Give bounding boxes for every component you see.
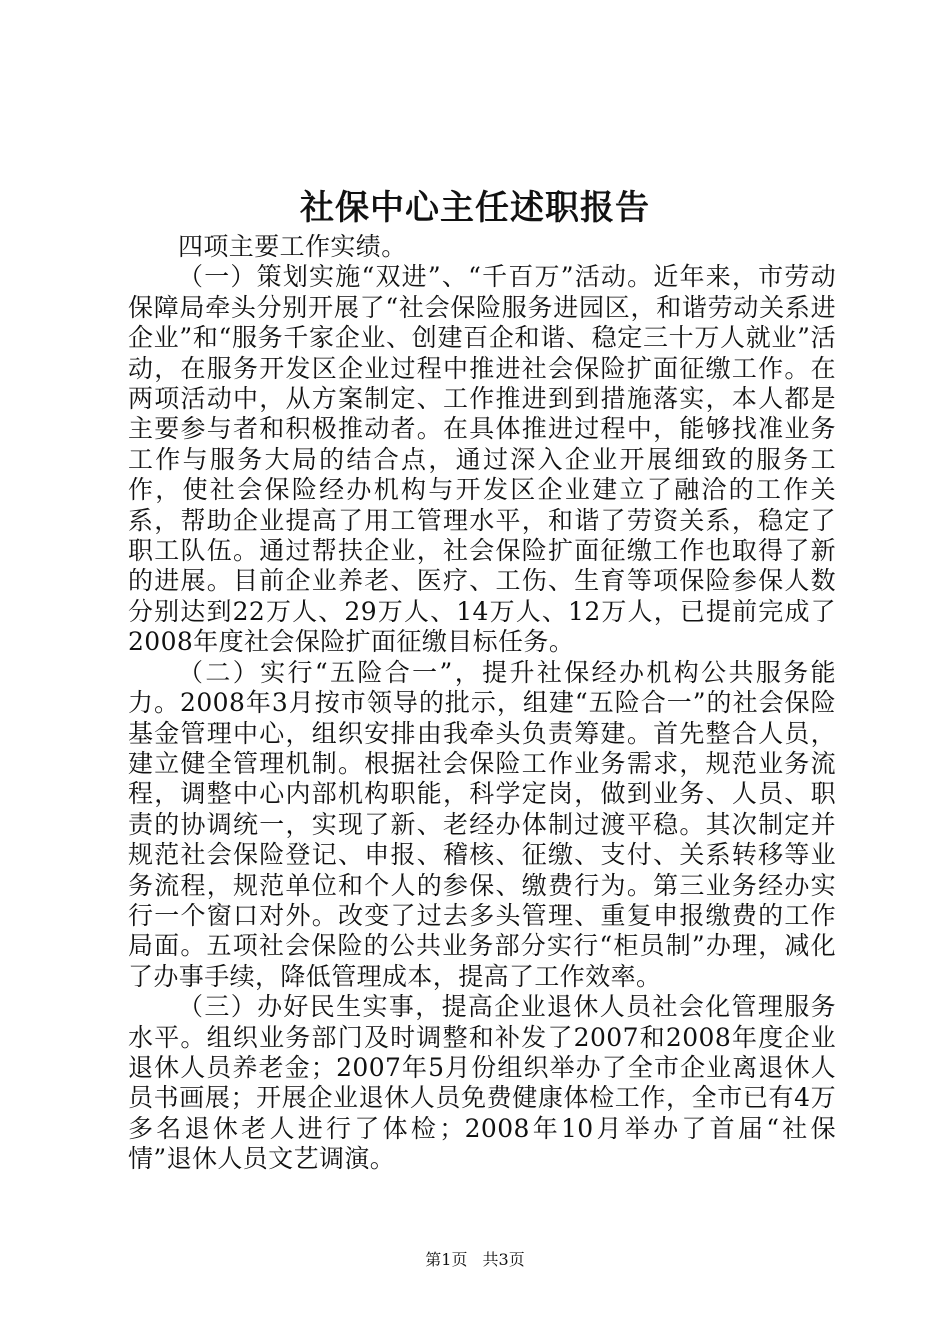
- page-number: 第1页: [425, 1250, 468, 1269]
- paragraph-section-1: （一）策划实施“双进”、“千百万”活动。近年来，市劳动保障局牵头分别开展了“社会保险服务进园区，和谐劳动关系进企业”和“服务千家企业、创建百企和谐、稳定三十万人就业”活动，在服务开发区企业过程中推进社会保险扩面征缴工作。在两项活动中，从方案制定、工作推进到到措施落实，本人都是主要参与者和积极推动者。在具体推进过程中，能够找准业务工作与服务大局的结合点，通过深入企业开展细致的服务工作，使社会保险经办机构与开发区企业建立了融洽的工作关系，帮助企业提高了用工管理水平，和谐了劳资关系，稳定了职工队伍。通过帮扶企业，社会保险扩面征缴工作也取得了新的进展。目前企业养老、医疗、工伤、生育等项保险参保人数分别达到22万人、29万人、14万人、12万人，已提前完成了2008年度社会保险扩面征缴目标任务。: [128, 262, 836, 657]
- paragraph-section-2: （二）实行“五险合一”，提升社保经办机构公共服务能力。2008年3月按市领导的批示，组建“五险合一”的社会保险基金管理中心，组织安排由我牵头负责筹建。首先整合人员，建立健全管理机制。根据社会保险工作业务需求，规范业务流程，调整中心内部机构职能，科学定岗，做到业务、人员、职责的协调统一，实现了新、老经办体制过渡平稳。其次制定并规范社会保险登记、申报、稽核、征缴、支付、关系转移等业务流程，规范单位和个人的参保、缴费行为。第三业务经办实行一个窗口对外。改变了过去多头管理、重复申报缴费的工作局面。五项社会保险的公共业务部分实行“柜员制”办理，减化了办事手续，降低管理成本，提高了工作效率。: [128, 657, 836, 991]
- page-title: 社保中心主任述职报告: [300, 188, 650, 228]
- page-footer: [0, 1250, 950, 1270]
- document-body: [128, 232, 836, 1175]
- paragraph-section-3: （三）办好民生实事，提高企业退休人员社会化管理服务水平。组织业务部门及时调整和补发了2007和2008年度企业退休人员养老金；2007年5月份组织举办了全市企业离退休人员书画展；开展企业退休人员免费健康体检工作，全市已有4万多名退休老人进行了体检；2008年10月举办了首届“社保情”退休人员文艺调演。: [128, 992, 836, 1174]
- page-total: 共3页: [482, 1250, 525, 1269]
- paragraph-intro: 四项主要工作实绩。: [178, 232, 407, 261]
